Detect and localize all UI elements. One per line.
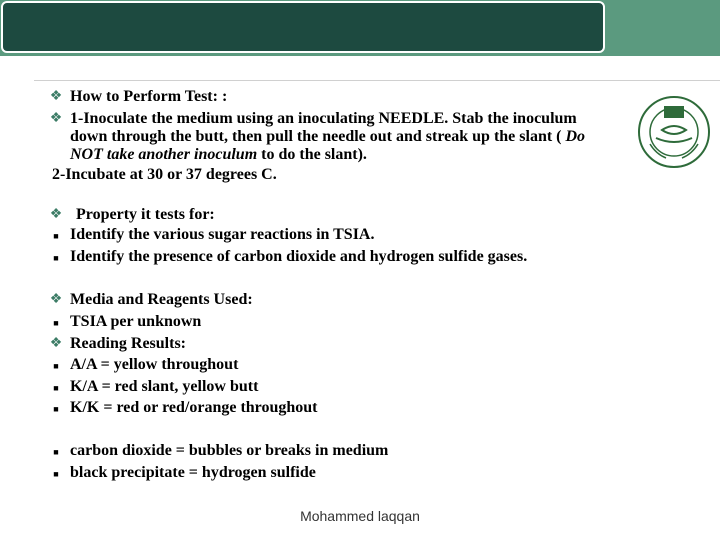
square-bullet-icon: ■ <box>53 404 59 414</box>
procedure-step1-line2-text: down through the butt, then pull the needle out and streak up the slant ( <box>70 128 562 145</box>
property-heading: Property it tests for: <box>76 206 215 223</box>
reading-item-1: A/A = yellow throughout <box>70 356 239 373</box>
procedure-step1-emphasis-do: Do <box>565 128 586 145</box>
reading-heading: Reading Results: <box>70 335 187 352</box>
property-item-2: Identify the presence of carbon dioxide and hydrogen sulfide gases. <box>70 248 528 265</box>
reading-item-3: K/K = red or red/orange throughout <box>70 399 318 416</box>
procedure-step1-emphasis-not: NOT take another inoculum <box>70 146 258 163</box>
property-item-1: Identify the various sugar reactions in TSIA. <box>70 226 375 243</box>
diamond-bullet-icon: ❖ <box>49 336 63 351</box>
header-divider <box>34 80 720 81</box>
gases-item-1: carbon dioxide = bubbles or breaks in medium <box>70 442 389 459</box>
media-heading: Media and Reagents Used: <box>70 291 253 308</box>
square-bullet-icon: ■ <box>53 361 59 371</box>
procedure-step1-line1: 1-Inoculate the medium using an inoculating NEEDLE. Stab the inoculum <box>70 110 577 127</box>
header-band <box>0 0 720 56</box>
square-bullet-icon: ■ <box>53 318 59 328</box>
procedure-step1-line2 <box>70 128 585 146</box>
reading-item-2: K/A = red slant, yellow butt <box>70 378 259 395</box>
university-seal-icon <box>636 94 712 170</box>
gases-item-2: black precipitate = hydrogen sulfide <box>70 464 316 481</box>
media-item: TSIA per unknown <box>70 313 202 330</box>
diamond-bullet-icon: ❖ <box>49 111 63 126</box>
diamond-bullet-icon: ❖ <box>49 207 63 222</box>
footer-author: Mohammed laqqan <box>300 508 420 524</box>
title-box <box>1 1 605 53</box>
procedure-step1-line3-text: to do the slant). <box>261 146 367 163</box>
procedure-step2: 2-Incubate at 30 or 37 degrees C. <box>52 166 277 183</box>
diamond-bullet-icon: ❖ <box>49 89 63 104</box>
square-bullet-icon: ■ <box>53 383 59 393</box>
square-bullet-icon: ■ <box>53 253 59 263</box>
diamond-bullet-icon: ❖ <box>49 292 63 307</box>
square-bullet-icon: ■ <box>53 447 59 457</box>
procedure-step1-line3 <box>70 146 367 164</box>
square-bullet-icon: ■ <box>53 231 59 241</box>
procedure-heading: How to Perform Test: : <box>70 88 228 105</box>
square-bullet-icon: ■ <box>53 469 59 479</box>
